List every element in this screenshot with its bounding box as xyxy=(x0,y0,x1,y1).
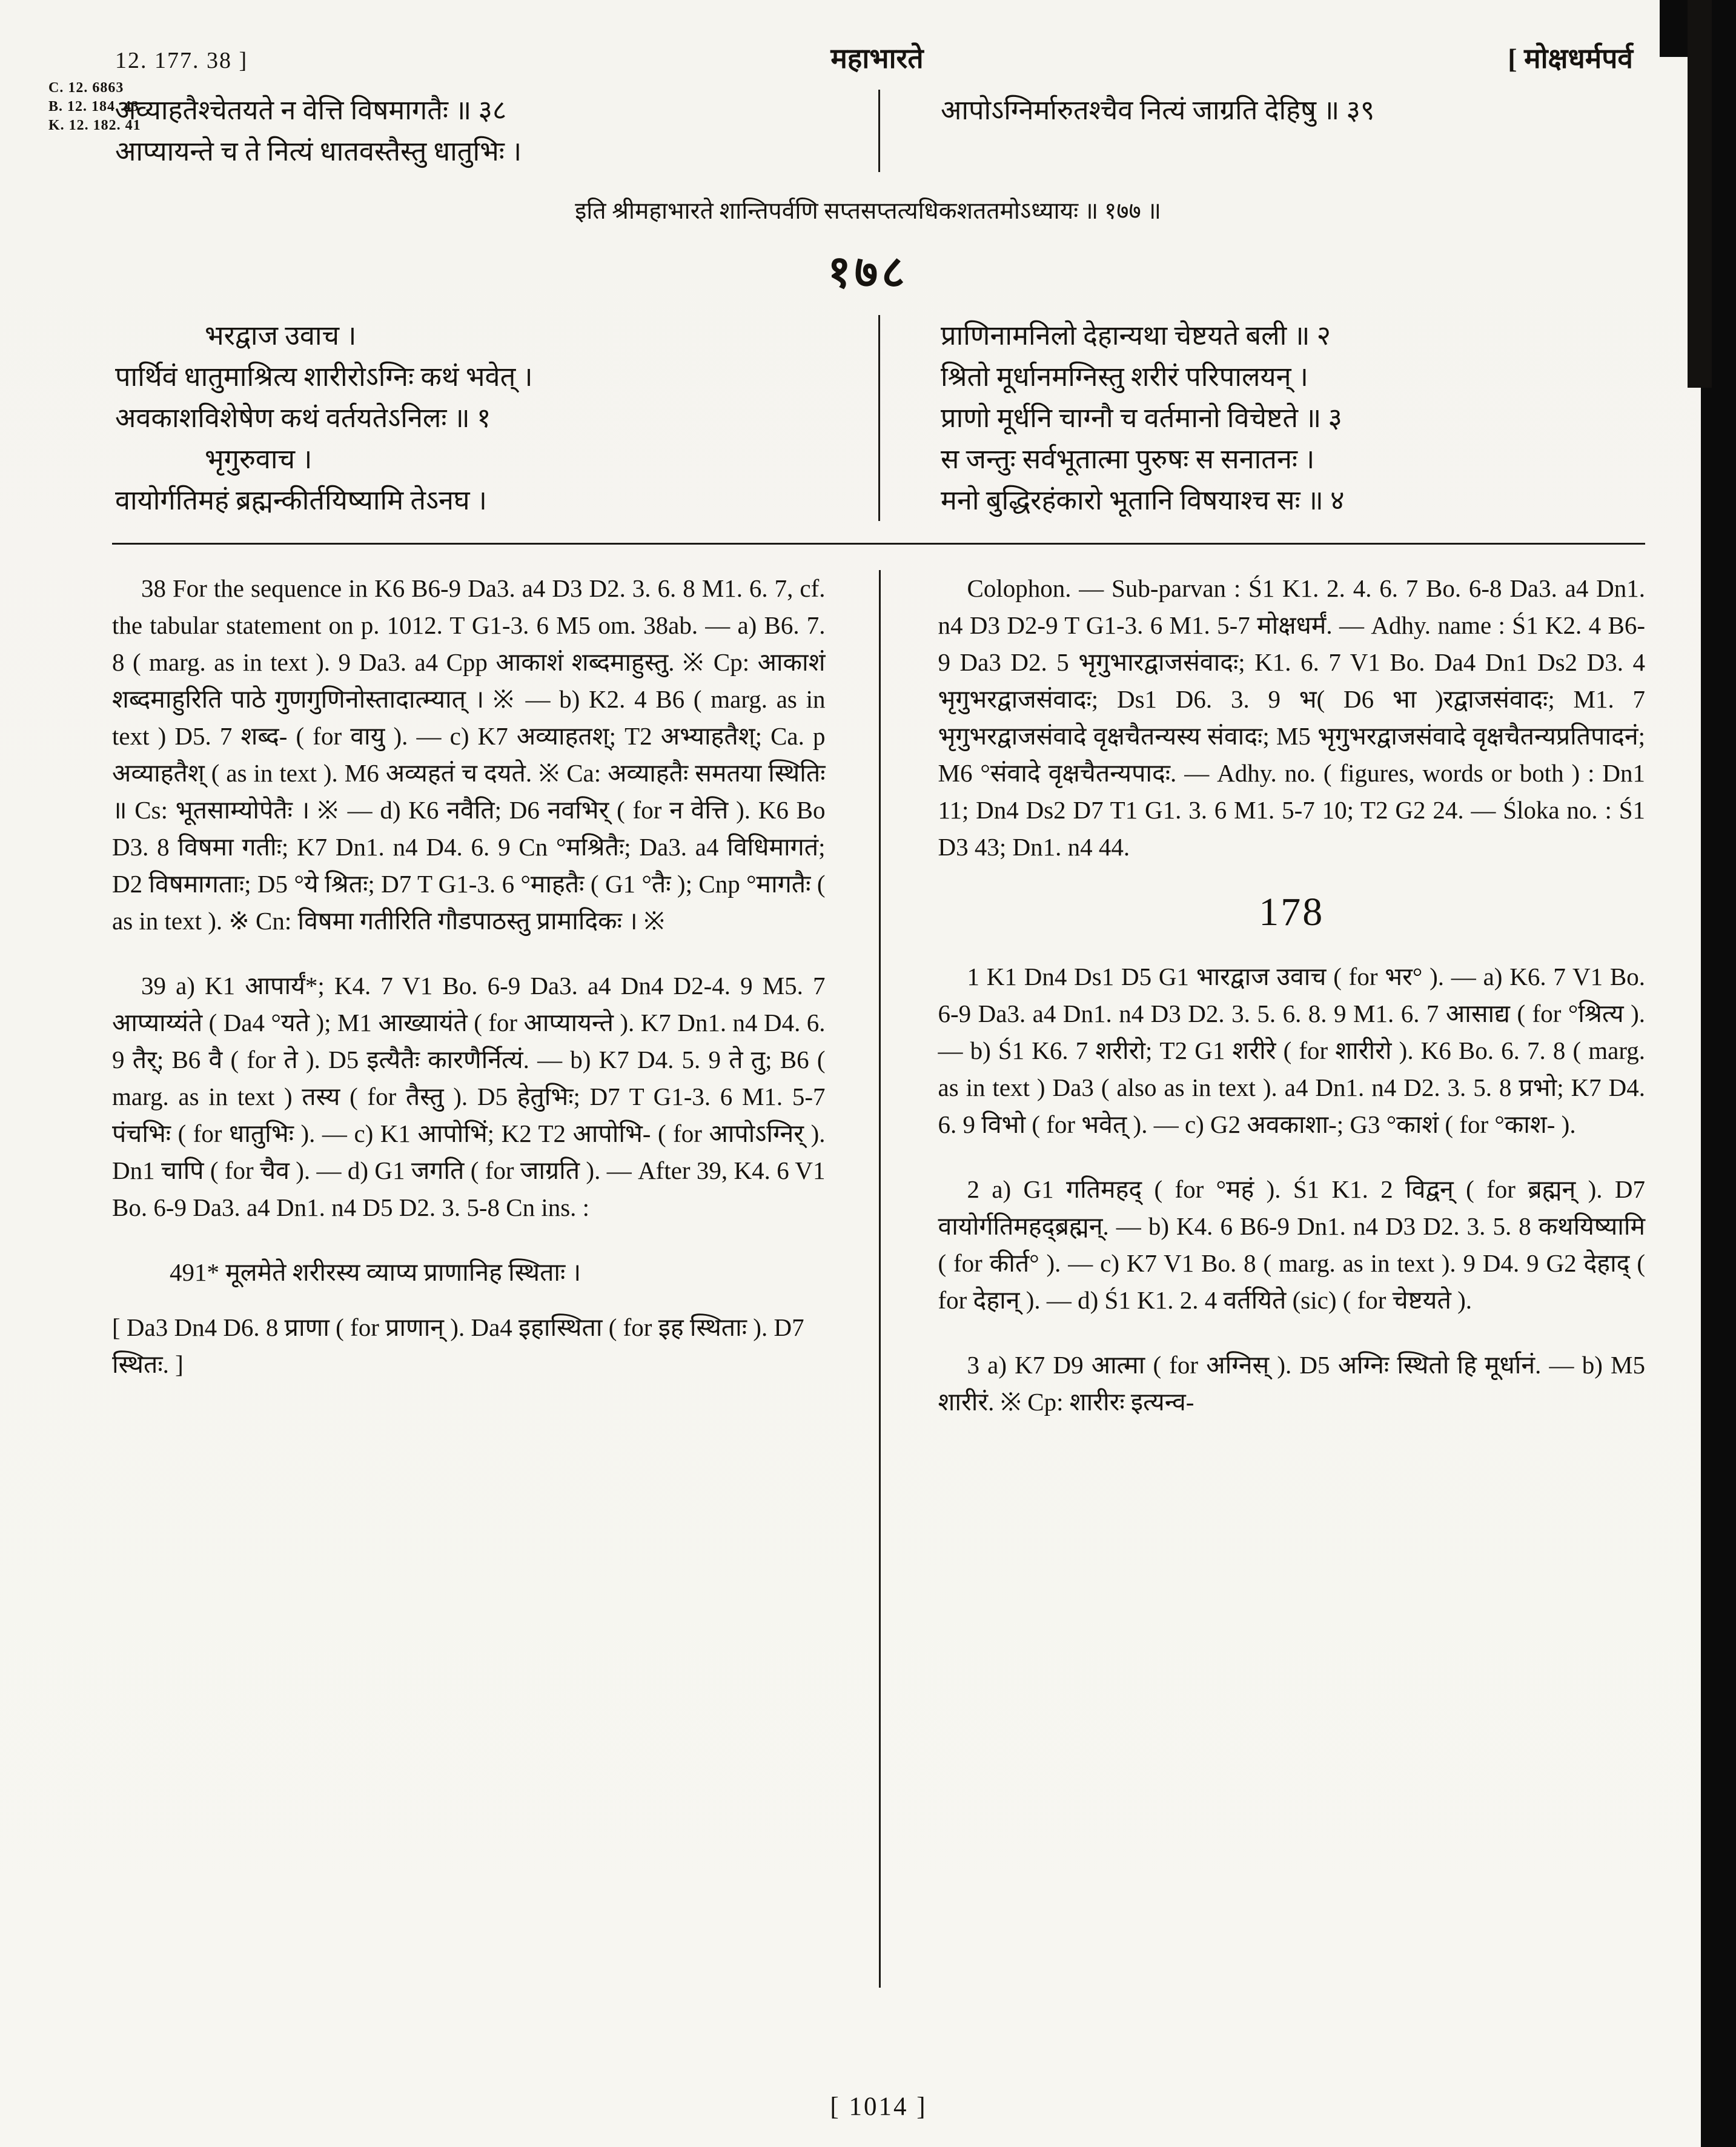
speaker-line-bhrigu: भृगुरुवाच । xyxy=(205,444,313,474)
running-header xyxy=(115,39,1639,76)
apparatus-note-2: 2 a) G1 गतिमहद् ( for °महं ). Ś1 K1. 2 विद्वन् ( for ब्रह्मन् ). D7 वायोर्गतिमहद्ब्रह्मन्. — b) K4. 6 B6-9 Dn1. n4 D3 D2. 3. 5. 8 कथयिष्यामि ( for कीर्त° ). — c) K7 V1 Bo. 8 ( marg. as in text ). 9 D4. 9 G2 देहाद् ( for देहान् ). — d) Ś1 K1. 2. 4 वर्तयिते (sic) ( for चेष्टयते ). xyxy=(938,1175,1645,1314)
verse-locator: 12. 177. 38 ] xyxy=(115,48,248,73)
verse-line-39a: आप्यायन्ते च ते नित्यं धातवस्तैस्तु धातुभिः । xyxy=(115,136,522,167)
apparatus-note-39: 39 a) K1 आपार्यं*; K4. 7 V1 Bo. 6-9 Da3. a4 Dn4 D2-4. 9 M5. 7 आप्याय्यंते ( Da4 °यते ); M1 आख्यायंते ( for आप्यायन्ते ). K7 Dn1. n4 D4. 6. 9 तैर्; B6 वै ( for ते ). D5 इत्यैतैः कारणैर्नित्यं. — b) K7 D4. 5. 9 ते तु; B6 ( marg. as in text ) तस्य ( for तैस्तु ). D5 हेतुभिः; D7 T G1-3. 6 M1. 5-7 पंचभिः ( for धातुभिः ). — c) K1 आपोभिं; K2 T2 आपोभि- ( for आपोऽग्निर् ). Dn1 चापि ( for चैव ). — d) G1 जगति ( for जाग्रति ). — After 39, K4. 6 V1 Bo. 6-9 Da3. a4 Dn1. n4 D5 D2. 3. 5-8 Cn ins. : xyxy=(112,972,826,1221)
margin-ref-k: K. 12. 182. 41 xyxy=(48,118,141,133)
apparatus-note-38: 38 For the sequence in K6 B6-9 Da3. a4 D3 D2. 3. 6. 8 M1. 6. 7, cf. the tabular statement on p. 1012. T G1-3. 6 M5 om. 38ab. — a) B6. 7. 8 ( marg. as in text ). 9 Da3. a4 Cpp आकाशं शब्दमाहुस्तु. ※ Cp: आकाशं शब्दमाहुरिति पाठे गुणगुणिनोस्तादात्म्यात् । ※ — b) K2. 4 B6 ( marg. as in text ) D5. 7 शब्द- ( for वायु ). — c) K7 अव्याहतश्; T2 अभ्याहतैश्; Ca. p अव्याहतैश् ( as in text ). M6 अव्यहतं च दयते. ※ Ca: अव्याहतैः समतया स्थितिः ॥ Cs: भूतसाम्योपेतैः । ※ — d) K6 नवैति; D6 नवभिर् ( for न वेत्ति ). K6 Bo D3. 8 विषमा गतीः; K7 Dn1. n4 D4. 6. 9 Cn °मश्रितैः; Da3. a4 विधिमागतं; D2 विषमागताः; D5 °ये श्रितः; D7 T G1-3. 6 °माहतैः ( G1 °तैः ); Cnp °मागतैः ( as in text ). ※ Cn: विषमा गतीरिति गौडपाठस्तु प्रामादिकः । ※ xyxy=(112,574,826,935)
apparatus-note-3: 3 a) K7 D9 आत्मा ( for अग्निस् ). D5 अग्निः स्थितो हि मूर्धानं. — b) M5 शारीरं. ※ Cp: शारीरः इत्यन्व- xyxy=(938,1351,1645,1416)
apparatus-horizontal-rule xyxy=(112,543,1645,545)
verse-line-4a: स जन्तुः सर्वभूतात्मा पुरुषः स सनातनः । xyxy=(941,444,1315,474)
speaker-line-bharadvaja: भरद्वाज उवाच । xyxy=(205,320,357,351)
page-number: [ 1014 ] xyxy=(830,2092,927,2121)
margin-references xyxy=(48,79,141,135)
verse-main-right-column xyxy=(880,315,1645,521)
chapter-number-latin: 178 xyxy=(1259,890,1325,934)
chapter-number-devanagari: १७८ xyxy=(827,248,909,297)
apparatus-insert-491: 491* मूलमेते शरीरस्य व्याप्य प्राणानिह स्थिताः । xyxy=(170,1258,581,1286)
verse-line-38: अव्याहतैश्चेतयते न वेत्ति विषमागतैः ॥ ३८ xyxy=(115,95,507,125)
verse-line-2a: वायोर्गतिमहं ब्रह्मन्कीर्तयिष्यामि तेऽनघ । xyxy=(115,485,487,516)
apparatus-note-1: 1 K1 Dn4 Ds1 D5 G1 भारद्वाज उवाच ( for भर° ). — a) K6. 7 V1 Bo. 6-9 Da3. a4 Dn1. n4 D3 D2. 3. 5. 6. 8. 9 M1. 6. 7 आसाद्य ( for °श्रित्य ). — b) Ś1 K6. 7 शरीरो; T2 G1 शरीरे ( for शारीरो ). K6 Bo. 6. 7. 8 ( marg. as in text ) Da3 ( also as in text ). a4 Dn1. n4 D2. 3. 5. 8 प्रभो; K7 D4. 6. 9 विभो ( for भवेत् ). — c) G2 अवकाशा-; G3 °काशं ( for °काश- ). xyxy=(938,963,1645,1138)
verse-line-3a: श्रितो मूर्धानमग्निस्तु शरीरं परिपालयन् । xyxy=(941,362,1308,392)
apparatus-right-column xyxy=(879,570,1646,1448)
verse-line-39b: आपोऽग्निर्मारुतश्चैव नित्यं जाग्रति देहिषु ॥ ३९ xyxy=(941,95,1375,125)
verse-main-left-column xyxy=(115,315,880,521)
scan-edge-shadow xyxy=(1688,0,1712,388)
verse-block-main xyxy=(115,315,1645,521)
verse-line-1a: पार्थिवं धातुमाश्रित्य शारीरोऽग्निः कथं भवेत् । xyxy=(115,362,533,392)
verse-block-top xyxy=(115,90,1645,172)
verse-line-1b: अवकाशविशेषेण कथं वर्तयतेऽनिलः ॥ १ xyxy=(115,403,491,433)
apparatus-vertical-rule xyxy=(879,570,881,1988)
verse-line-2b: प्राणिनामनिलो देहान्यथा चेष्टयते बली ॥ २ xyxy=(941,320,1331,351)
margin-ref-b: B. 12. 184. 43 xyxy=(48,99,140,114)
verse-line-3b: प्राणो मूर्धनि चाग्नौ च वर्तमानो विचेष्टते ॥ ३ xyxy=(941,403,1342,433)
verse-top-right-column xyxy=(880,90,1645,172)
apparatus-bracket-note: [ Da3 Dn4 D6. 8 प्राणा ( for प्राणान् ). Da4 इहास्थिता ( for इह स्थिताः ). D7 स्थितः. ] xyxy=(112,1313,804,1378)
apparatus-left-column xyxy=(112,570,879,1411)
parvan-title: [ मोक्षधर्मपर्व xyxy=(1508,43,1633,74)
verse-top-left-column xyxy=(115,90,880,172)
margin-ref-c: C. 12. 6863 xyxy=(48,80,124,96)
book-title: महाभारते xyxy=(830,43,924,74)
verse-line-4b: मनो बुद्धिरहंकारो भूतानि विषयाश्च सः ॥ ४ xyxy=(941,485,1345,516)
critical-apparatus xyxy=(112,570,1645,2072)
chapter-colophon: इति श्रीमहाभारते शान्तिपर्वणि सप्तसप्तत्यधिकशततमोऽध्यायः ॥ १७७ ॥ xyxy=(575,198,1161,224)
apparatus-colophon-note: Colophon. — Sub-parvan : Ś1 K1. 2. 4. 6. 7 Bo. 6-8 Da3. a4 Dn1. n4 D3 D2-9 T G1-3. 6 M1. 5-7 मोक्षधर्मं. — Adhy. name : Ś1 K2. 4 B6-9 Da3 D2. 5 भृगुभारद्वाजसंवादः; K1. 6. 7 V1 Bo. Da4 Dn1 Ds2 D3. 4 भृगुभरद्वाजसंवादः; Ds1 D6. 3. 9 भ( D6 भा )रद्वाजसंवादः; M1. 7 भृगुभरद्वाजसंवादे वृक्षचैतन्यस्य संवादः; M5 भृगुभरद्वाजसंवादे वृक्षचैतन्यप्रतिपादनं; M6 °संवादे वृक्षचैतन्यपादः. — Adhy. no. ( figures, words or both ) : Dn1 11; Dn4 Ds2 D7 T1 G1. 3. 6 M1. 5-7 10; T2 G2 24. — Śloka no. : Ś1 D3 43; Dn1. n4 44. xyxy=(938,574,1645,861)
